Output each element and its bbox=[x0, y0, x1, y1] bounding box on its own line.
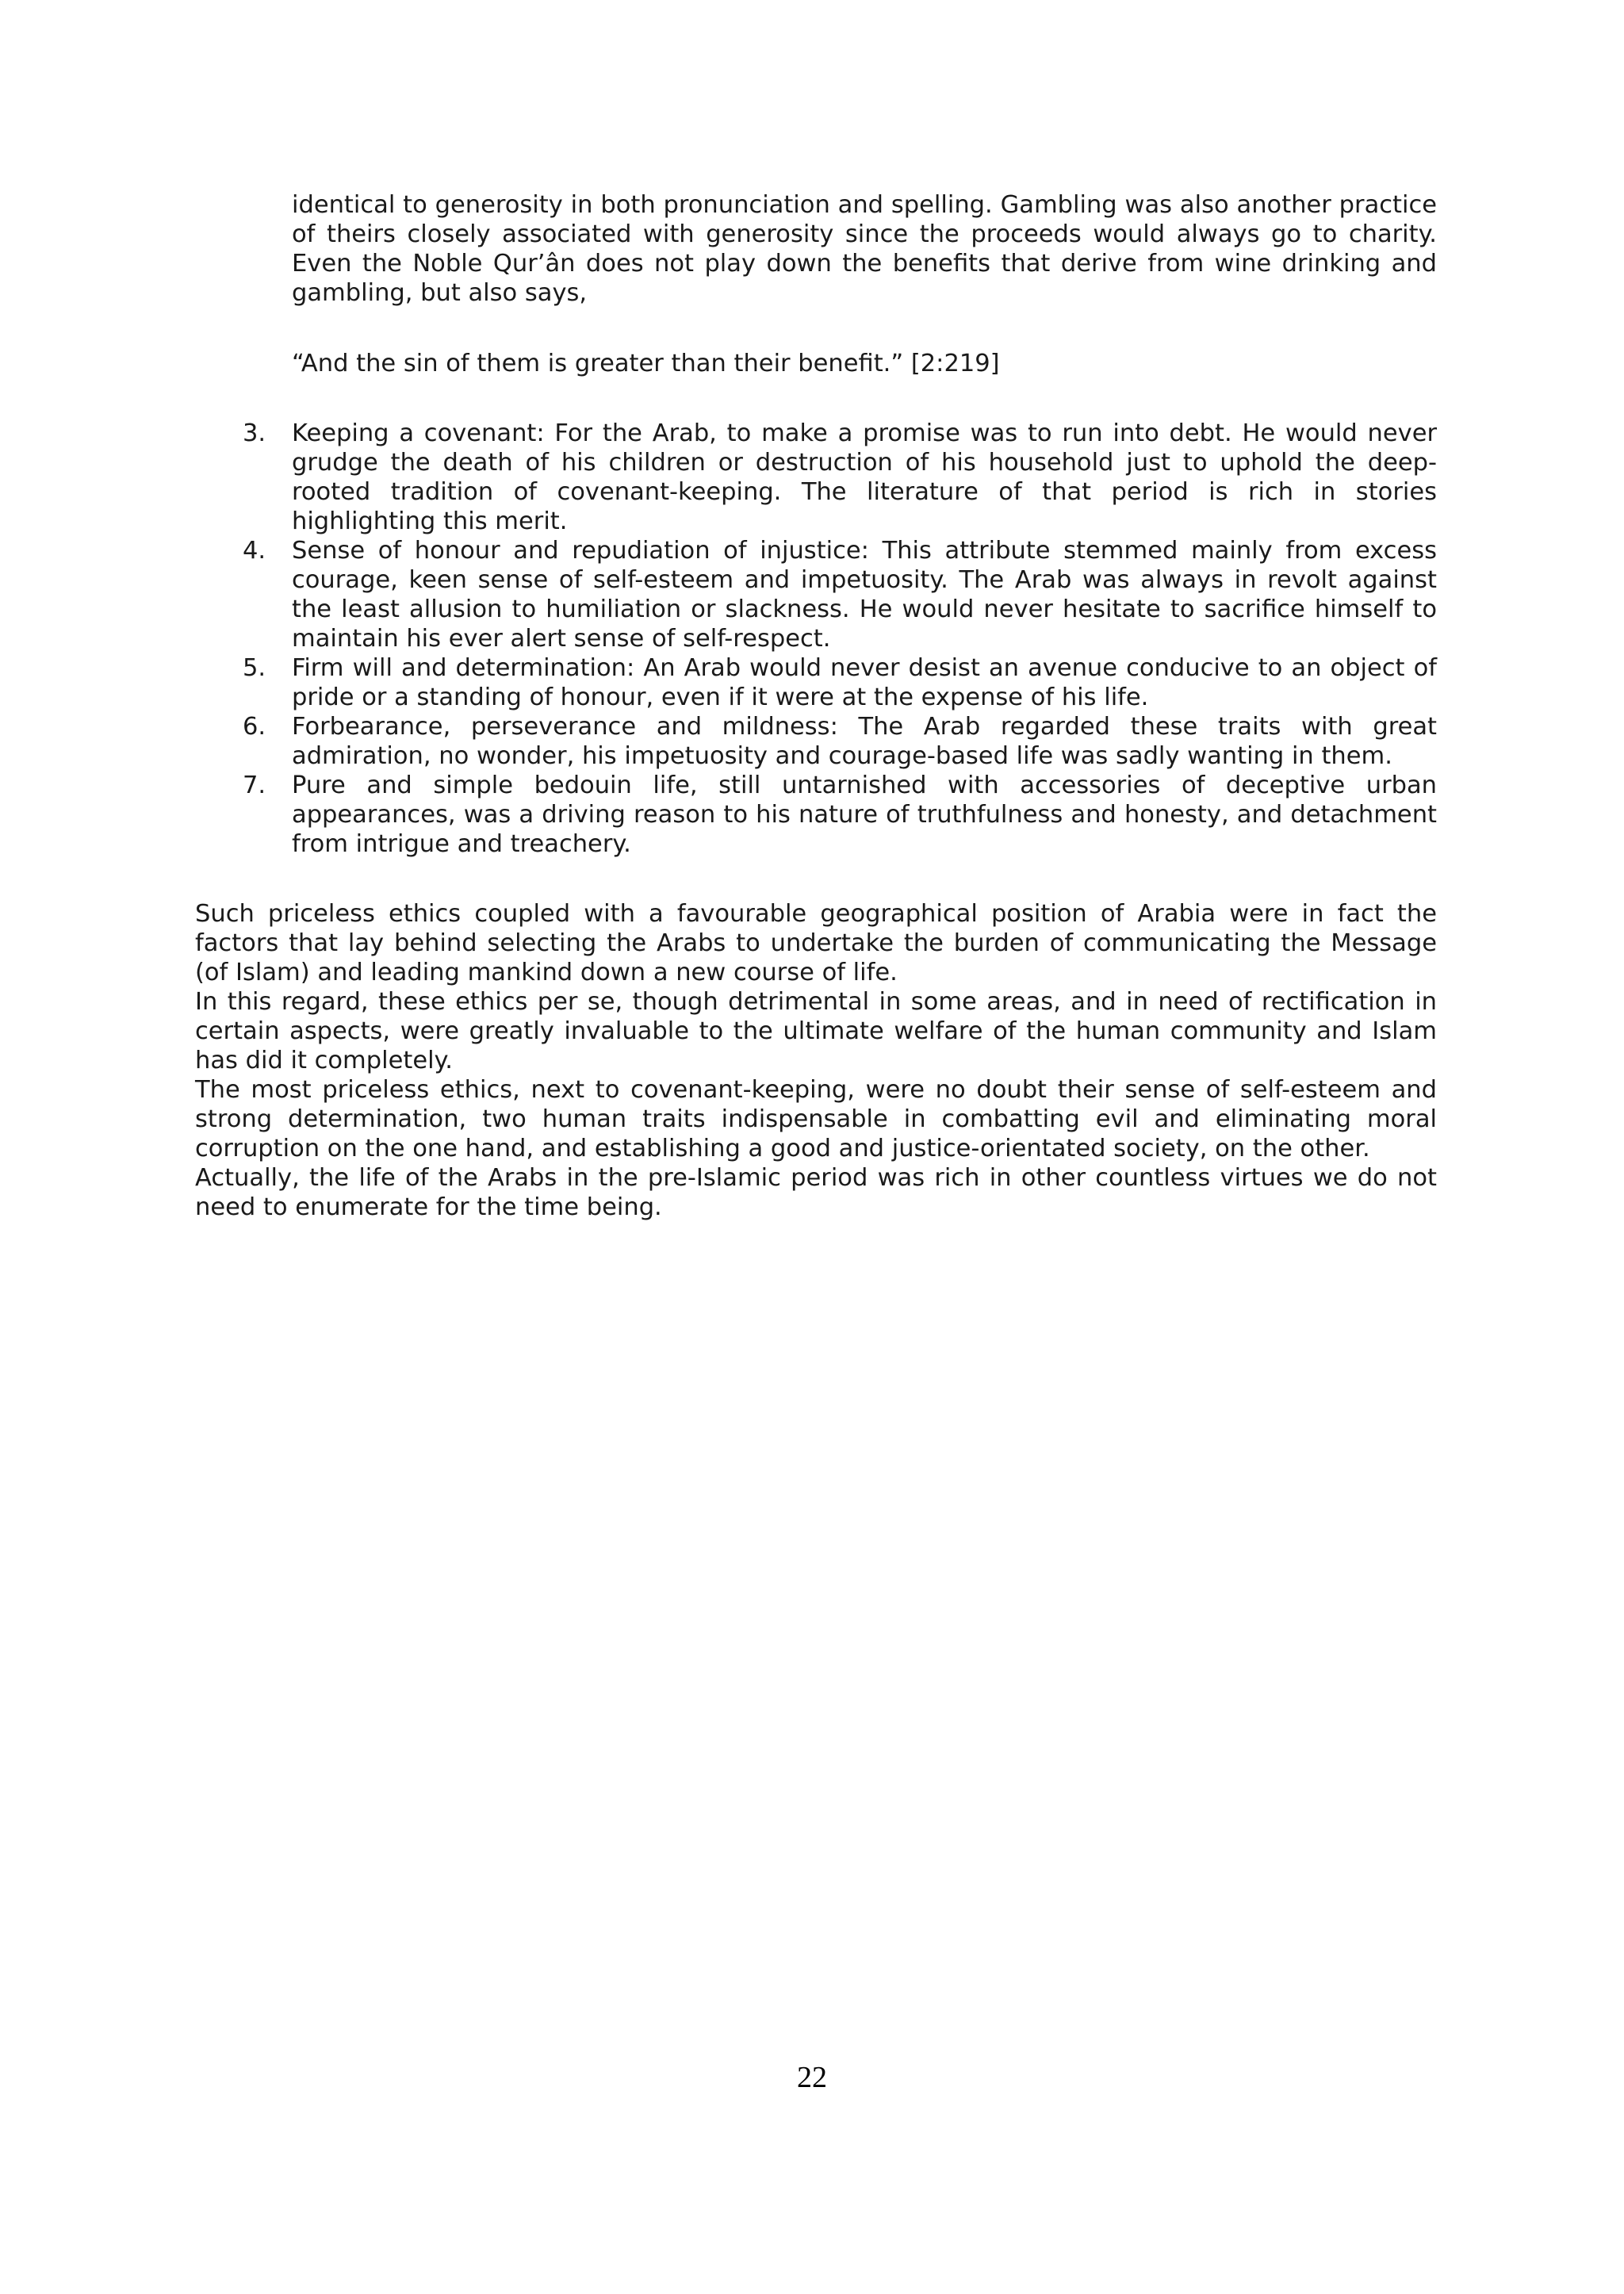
body-text bbox=[195, 899, 1437, 1222]
list-item-number: 3. bbox=[243, 419, 266, 447]
continuation-paragraph: identical to generosity in both pronunciation and spelling. Gambling was also another practice of theirs closely associated with generosity since the proceeds would always go to charity. Even the Noble Qur’ân does not play down the benefits that derive from wine drinking and gambling, but also says, bbox=[292, 191, 1437, 307]
page-number: 22 bbox=[797, 2061, 827, 2094]
body-paragraph: Such priceless ethics coupled with a favourable geographical position of Arabia were in fact the factors that lay behind selecting the Arabs to undertake the burden of communicating the Message (of Islam) and leading mankind down a new course of life. bbox=[195, 900, 1437, 986]
list-item bbox=[238, 653, 1437, 712]
body-paragraph: The most priceless ethics, next to covenant-keeping, were no doubt their sense of self-esteem and strong determination, two human traits indispensable in combatting evil and eliminating moral corruption on the one hand, and establishing a good and justice-orientated society, on the other. bbox=[195, 1076, 1437, 1162]
list-item-text: Sense of honour and repudiation of injustice: This attribute stemmed mainly from excess courage, keen sense of self-esteem and impetuosity. The Arab was always in revolt against the least allusion to humiliation or slackness. He would never hesitate to sacrifice himself to maintain his ever alert sense of self-respect. bbox=[292, 537, 1437, 653]
list-item-number: 7. bbox=[243, 772, 266, 799]
body-paragraph: Actually, the life of the Arabs in the pre-Islamic period was rich in other countless virtues we do not need to enumerate for the time being. bbox=[195, 1164, 1437, 1221]
ethics-list bbox=[238, 419, 1437, 859]
list-item bbox=[238, 712, 1437, 771]
body-paragraph: In this regard, these ethics per se, though detrimental in some areas, and in need of rectification in certain aspects, were greatly invaluable to the ultimate welfare of the human community and Islam has did it completely. bbox=[195, 988, 1437, 1074]
list-item bbox=[238, 419, 1437, 536]
list-item-text: Forbearance, perseverance and mildness: The Arab regarded these traits with great admiration, no wonder, his impetuosity and courage-based life was sadly wanting in them. bbox=[292, 713, 1437, 770]
list-item bbox=[238, 536, 1437, 653]
list-item-number: 5. bbox=[243, 654, 266, 682]
list-item-text: Pure and simple bedouin life, still untarnished with accessories of deceptive urban appearances, was a driving reason to his nature of truthfulness and honesty, and detachment from intrigue and treachery. bbox=[292, 772, 1437, 858]
list-item-text: Firm will and determination: An Arab would never desist an avenue conducive to an object of pride or a standing of honour, even if it were at the expense of his life. bbox=[292, 654, 1437, 711]
list-item-number: 6. bbox=[243, 713, 266, 741]
list-item-number: 4. bbox=[243, 537, 266, 565]
quran-quote: “And the sin of them is greater than their benefit.” [2:219] bbox=[292, 350, 1000, 377]
list-item-text: Keeping a covenant: For the Arab, to make a promise was to run into debt. He would never grudge the death of his children or destruction of his household just to uphold the deep-rooted tradition of covenant-keeping. The literature of that period is rich in stories highlighting this merit. bbox=[292, 419, 1437, 535]
list-item bbox=[238, 771, 1437, 859]
